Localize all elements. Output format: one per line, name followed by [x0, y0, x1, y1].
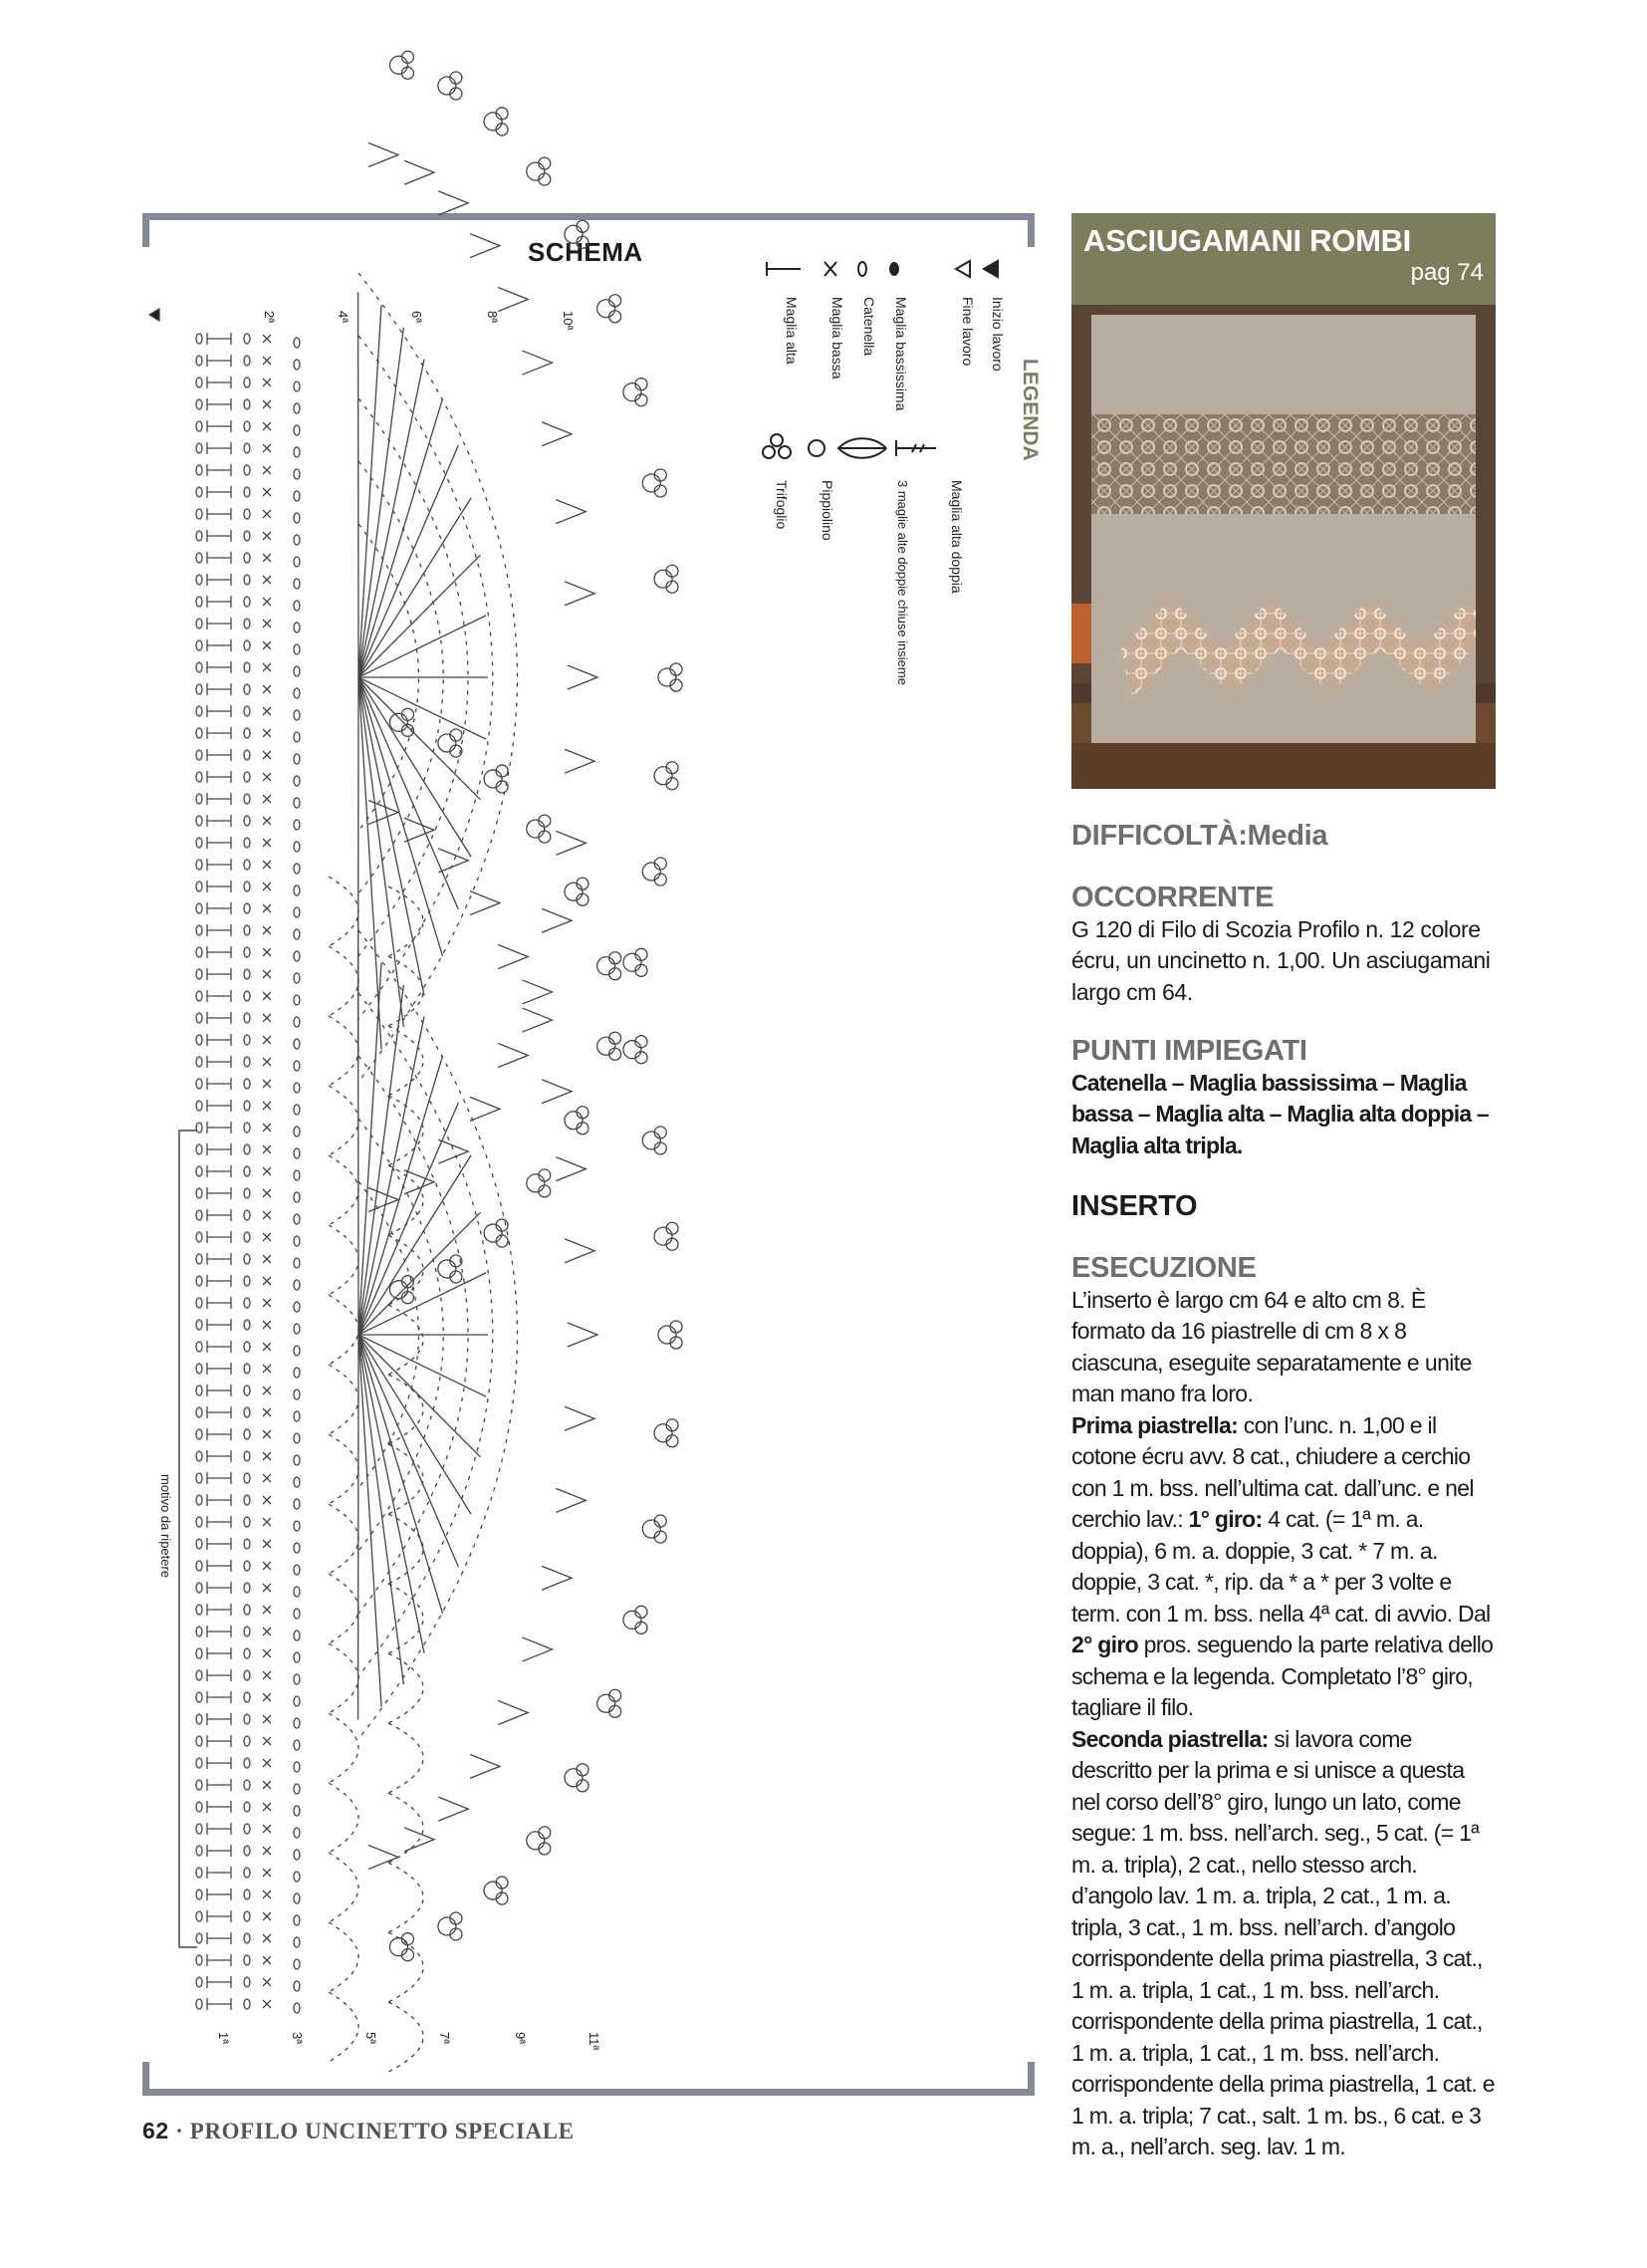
svg-text:Inizio lavoro: Inizio lavoro [990, 297, 1006, 372]
repeat-bracket [158, 1126, 227, 1952]
difficulty-label: DIFFICOLTÀ: [1071, 820, 1248, 852]
article-header [1071, 213, 1496, 305]
picot-icon [809, 440, 824, 456]
occorrente-text: G 120 di Filo di Scozia Profilo n. 12 colore écru, un uncinetto n. 1,00. Un asciugamani largo cm 64. [1071, 915, 1491, 1005]
svg-text:Maglia alta: Maglia alta [784, 297, 800, 365]
row-label-bottom: 11ª [587, 2032, 601, 2051]
schema-frame-bottom [142, 2062, 1035, 2096]
legend-title: LEGENDA [1019, 359, 1042, 461]
difficulty [1071, 821, 1498, 854]
svg-text:Maglia bassa: Maglia bassa [829, 297, 845, 379]
row-label-top: 10ª [561, 311, 576, 331]
svg-text:Trifoglio: Trifoglio [774, 480, 790, 530]
row-label-top: 8ª [485, 311, 500, 324]
footer-separator: · [175, 2119, 184, 2143]
page-reference: pag 74 [1410, 259, 1484, 286]
esecuzione-intro: L’inserto è largo cm 64 e alto cm 8. È formato da 16 piastrelle di cm 8 x 8 ciascuna, eseguite separatamente e unite man mano fra loro. [1071, 1286, 1472, 1406]
double-tee-icon [896, 440, 936, 456]
schema-title: SCHEMA [528, 237, 643, 267]
repeat-label: motivo da ripetere [158, 1474, 173, 1579]
row-label-top: 2ª [262, 311, 277, 324]
cross-icon [824, 262, 836, 276]
punti-section [1071, 1036, 1498, 1161]
row-label-top: 6ª [409, 311, 424, 324]
svg-text:Catenella: Catenella [861, 297, 877, 357]
inserto-section [1071, 1191, 1498, 1223]
occorrente-heading: OCCORRENTE [1071, 882, 1275, 913]
start-arrow-icon [984, 261, 998, 277]
esecuzione-heading: ESECUZIONE [1071, 1252, 1257, 1284]
punti-heading: PUNTI IMPIEGATI [1071, 1035, 1307, 1067]
cluster-icon [838, 438, 886, 458]
page-footer [142, 2118, 575, 2144]
seconda-piastrella: Seconda piastrella: si lavora come descritto per la prima e si unisce a questa nel corso dell’8° giro, lungo un lato, come segue: 1 m. bss. nell’arch. seg., 5 cat. (= 1ª m. a. tripla), 2 cat., nello stesso arch. d’angolo lav. 1 m. a. tripla, 2 cat., 1 m. a. tripla, 3 cat., 1 m. bss. nell’arch. d’angolo corrispondente della prima piastrella, 3 cat., 1 m. a. tripla, 1 cat., 1 m. bss. nell’arch. corrispondente della prima piastrella, 1 cat., 1 m. a. tripla, 1 cat., 1 m. bss. nell’arch. corrispondente della prima piastrella, 1 cat. e 1 m. a. tripla; 7 cat., salt. 1 m. bs., 6 cat. e 3 m. a., nell’arch. seg. lav. 1 m. [1071, 1725, 1495, 2159]
article-title: ASCIUGAMANI ROMBI [1083, 223, 1411, 258]
svg-text:Maglia alta doppia: Maglia alta doppia [949, 480, 965, 594]
svg-text:Pippiolino: Pippiolino [820, 480, 835, 541]
row-label-bottom: 7ª [437, 2032, 452, 2045]
inserto-heading: INSERTO [1071, 1190, 1198, 1222]
crochet-diagram [159, 259, 777, 2062]
difficulty-value: Media [1247, 820, 1328, 852]
row-label-bottom: 5ª [363, 2032, 378, 2045]
page-number: 62 [142, 2118, 169, 2143]
svg-text:Fine lavoro: Fine lavoro [960, 297, 976, 367]
magazine-name: PROFILO UNCINETTO SPECIALE [189, 2119, 575, 2143]
punti-text: Catenella – Maglia bassissima – Maglia bassa – Maglia alta – Maglia alta doppia – Maglia alta tripla. [1071, 1069, 1489, 1158]
end-arrow-icon [956, 261, 970, 277]
towel-photo [1071, 305, 1496, 789]
prima-piastrella: Prima piastrella: con l’unc. n. 1,00 e il cotone écru avv. 8 cat., chiudere a cerchio con 1 m. bss. nell’ultima cat. dall’unc. e nel cerchio lav.: 1° giro: 4 cat. (= 1ª m. a. doppia), 6 m. a. doppie, 3 cat. * 7 m. a. doppie, 3 cat. *, rip. da * a * per 3 volte e term. con 1 m. bss. nella 4ª cat. di avvio. Dal 2° giro pros. seguendo la parte relativa dello schema e la legenda. Completato l’8° giro, tagliare il filo. [1071, 1411, 1494, 1720]
oval-icon [858, 262, 866, 276]
svg-text:Maglia bassissima: Maglia bassissima [893, 297, 909, 411]
row-label-bottom: 9ª [513, 2032, 528, 2045]
row-label-bottom: 1ª [216, 2032, 231, 2045]
dot-icon [890, 263, 898, 275]
row-label-bottom: 3ª [290, 2032, 305, 2045]
occorrente-section [1071, 882, 1498, 1008]
esecuzione-section [1071, 1253, 1498, 2163]
row-label-top: 4ª [336, 311, 351, 324]
svg-text:3 maglie alte doppie chiuse in: 3 maglie alte doppie chiuse insieme [895, 480, 910, 685]
legend [757, 249, 1056, 685]
